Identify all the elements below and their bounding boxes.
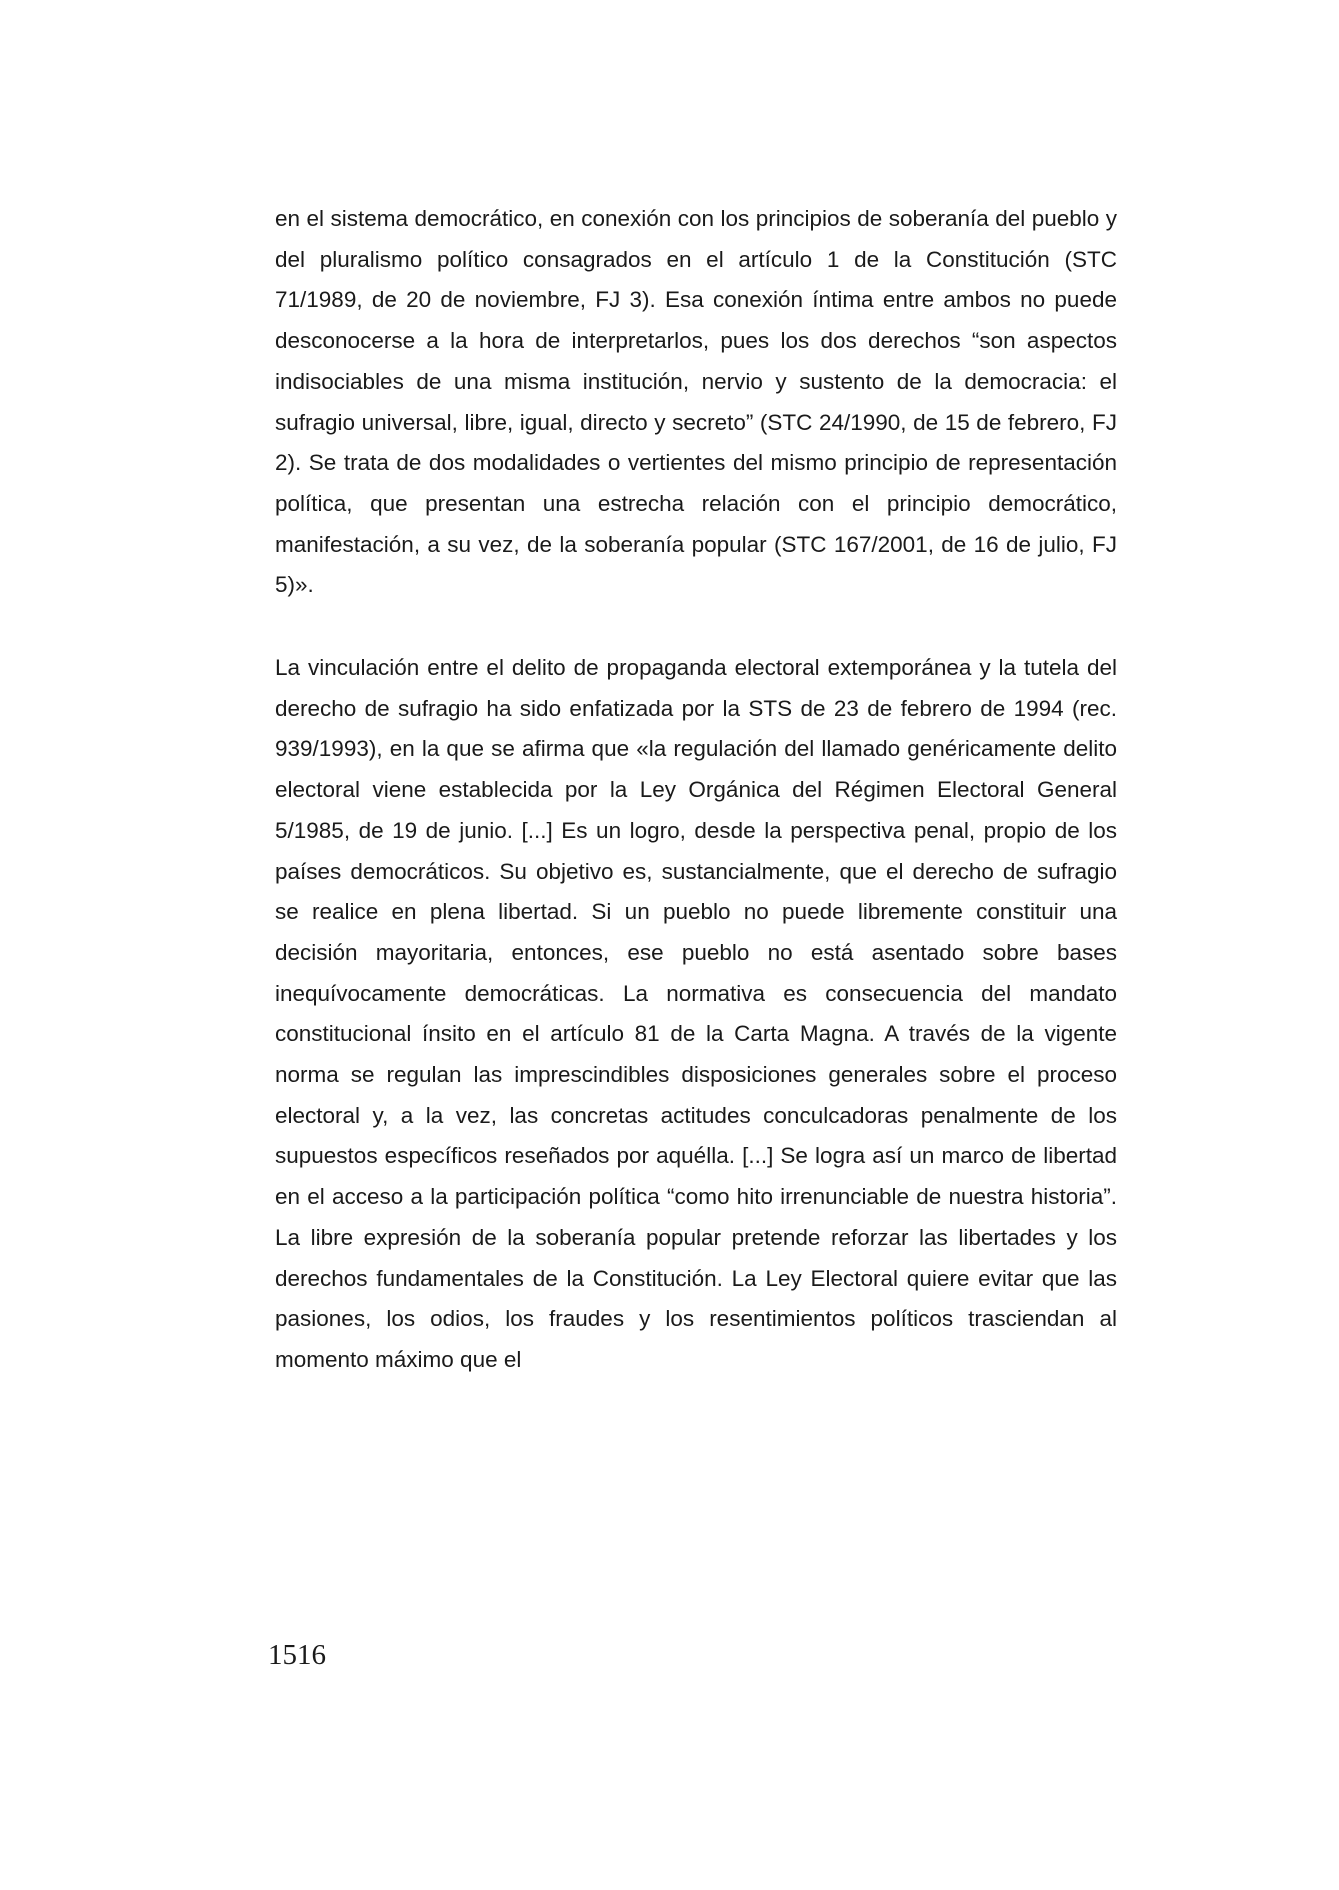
page-number: 1516: [268, 1639, 326, 1671]
body-paragraph-1: en el sistema democrático, en conexión con los principios de soberanía del pueblo y del pluralismo político consagrados en el artículo 1 de la Constitución (STC 71/1989, de 20 de noviembre, FJ 3). Esa conexión íntima entre ambos no puede desconocerse a la hora de interpretarlos, pues los dos derechos “son aspectos indisociables de una misma institución, nervio y sustento de la democracia: el sufragio universal, libre, igual, directo y secreto” (STC 24/1990, de 15 de febrero, FJ 2). Se trata de dos modalidades o vertientes del mismo principio de representación política, que presentan una estrecha relación con el principio democrático, manifestación, a su vez, de la soberanía popular (STC 167/2001, de 16 de julio, FJ 5)».: [275, 206, 1117, 598]
body-paragraph-2: La vinculación entre el delito de propaganda electoral extemporánea y la tutela del derecho de sufragio ha sido enfatizada por la STS de 23 de febrero de 1994 (rec. 939/1993), en la que se afirma que «la regulación del llamado genéricamente delito electoral viene establecida por la Ley Orgánica del Régimen Electoral General 5/1985, de 19 de junio. [...] Es un logro, desde la perspectiva penal, propio de los países democráticos. Su objetivo es, sustancialmente, que el derecho de sufragio se realice en plena libertad. Si un pueblo no puede libremente constituir una decisión mayoritaria, entonces, ese pueblo no está asentado sobre bases inequívocamente democráticas. La normativa es consecuencia del mandato constitucional ínsito en el artículo 81 de la Carta Magna. A través de la vigente norma se regulan las imprescindibles disposiciones generales sobre el proceso electoral y, a la vez, las concretas actitudes conculcadoras penalmente de los supuestos específicos reseñados por aquélla. [...] Se logra así un marco de libertad en el acceso a la participación política “como hito irrenunciable de nuestra historia”. La libre expresión de la soberanía popular pretende reforzar las libertades y los derechos fundamentales de la Constitución. La Ley Electoral quiere evitar que las pasiones, los odios, los fraudes y los resentimientos políticos trasciendan al momento máximo que el: [275, 655, 1117, 1372]
